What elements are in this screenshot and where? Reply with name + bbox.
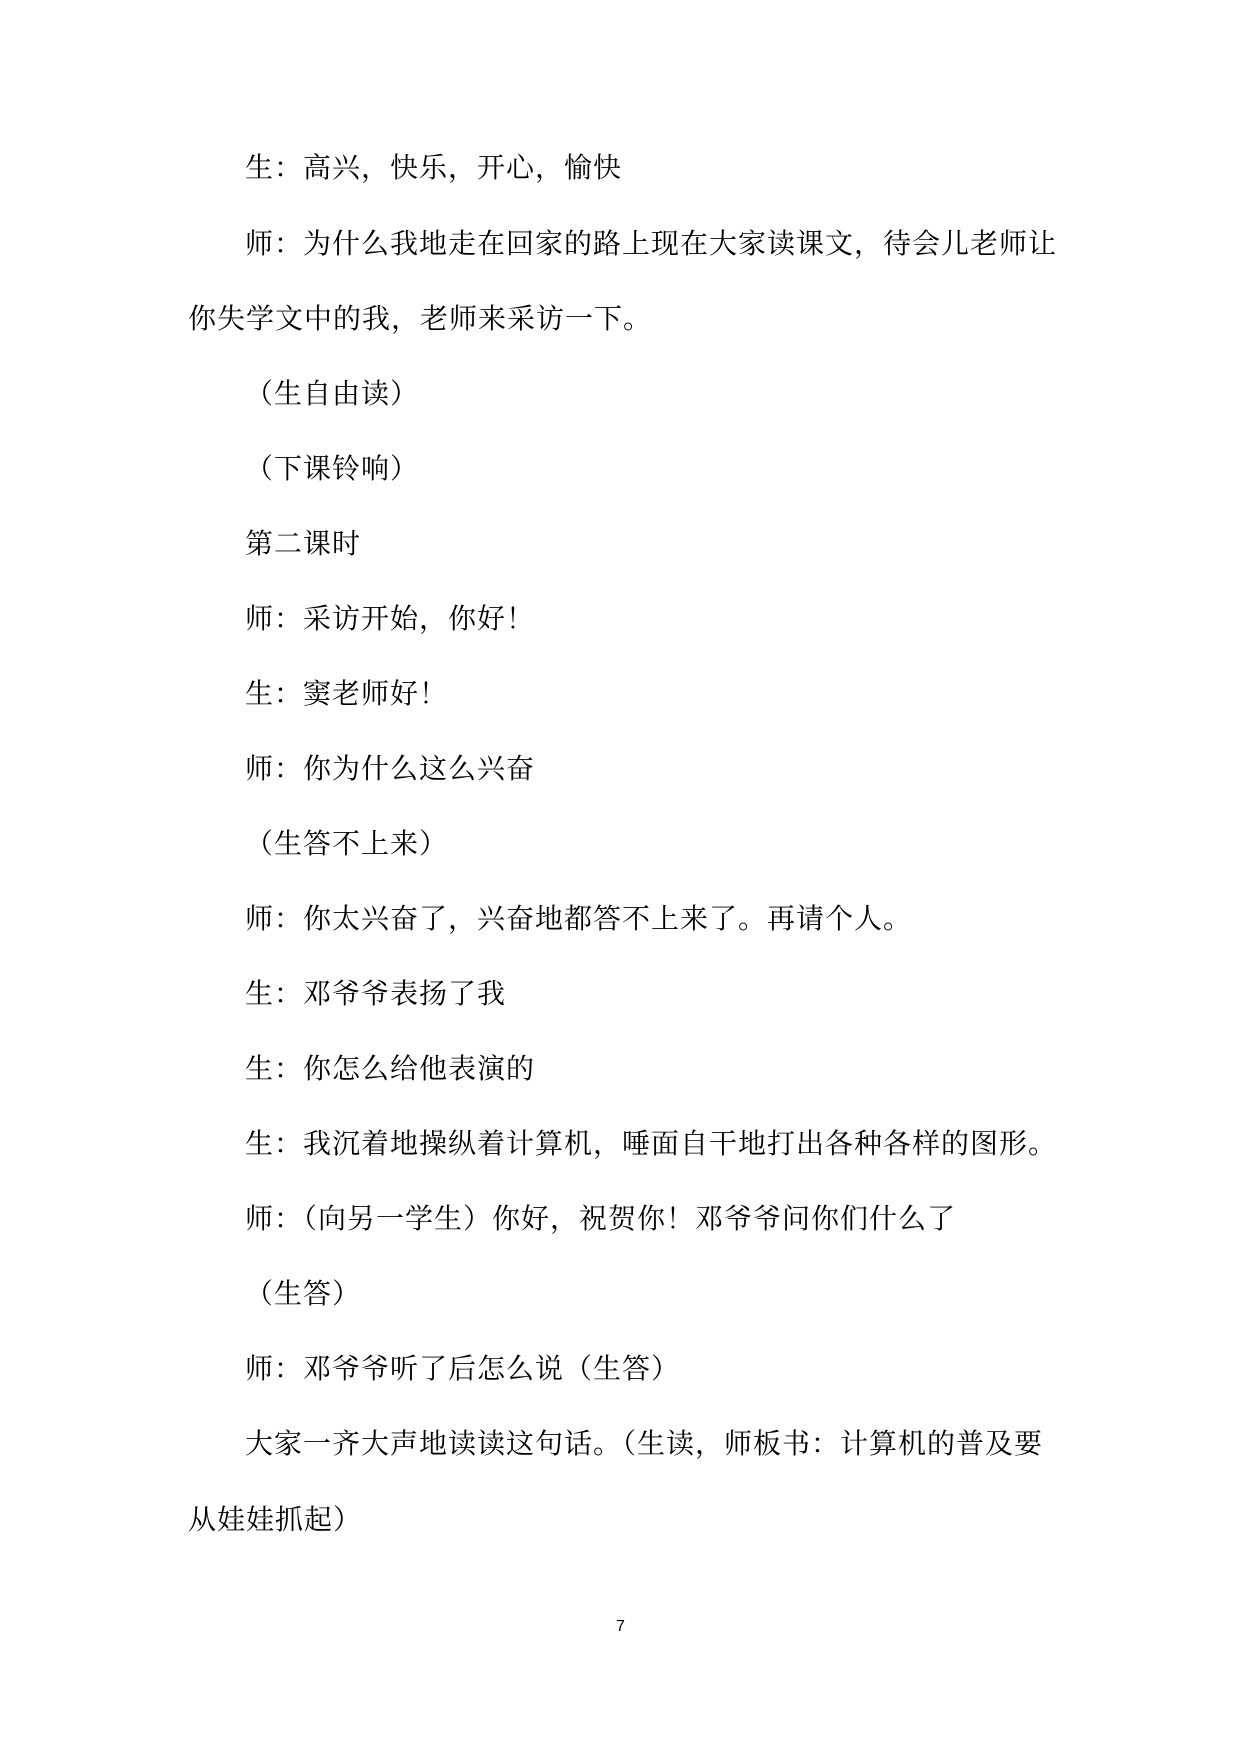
text-line: 从娃娃抓起） — [188, 1503, 363, 1536]
text-line: 第二课时 — [245, 527, 362, 560]
text-line: 师：为什么我地走在回家的路上现在大家读课文，待会儿老师让 — [245, 227, 1058, 260]
text-line: 师：你太兴奋了，兴奋地都答不上来了。再请个人。 — [245, 902, 913, 935]
text-line: （下课铃响） — [245, 452, 420, 485]
text-line: （生自由读） — [245, 377, 420, 410]
text-line: 生：你怎么给他表演的 — [245, 1052, 536, 1085]
text-line: （生答不上来） — [245, 827, 449, 860]
text-line: 生：窦老师好！ — [245, 677, 449, 710]
text-line: 师：（向另一学生）你好，祝贺你！邓爷爷问你们什么了 — [245, 1202, 957, 1235]
text-line: 师：你为什么这么兴奋 — [245, 752, 536, 785]
text-line: 师：采访开始，你好！ — [245, 602, 536, 635]
page-number: 7 — [616, 1618, 625, 1635]
text-line: 师：邓爷爷听了后怎么说（生答） — [245, 1352, 681, 1385]
text-line: 生：高兴，快乐，开心，愉快 — [245, 151, 623, 184]
text-line: 生：邓爷爷表扬了我 — [245, 977, 507, 1010]
text-line: 大家一齐大声地读读这句话。（生读，师板书：计算机的普及要 — [245, 1427, 1044, 1460]
text-line: （生答） — [245, 1277, 362, 1310]
text-line: 生：我沉着地操纵着计算机，唾面自干地打出各种各样的图形。 — [245, 1127, 1058, 1160]
text-line: 你失学文中的我，老师来采访一下。 — [188, 302, 653, 335]
